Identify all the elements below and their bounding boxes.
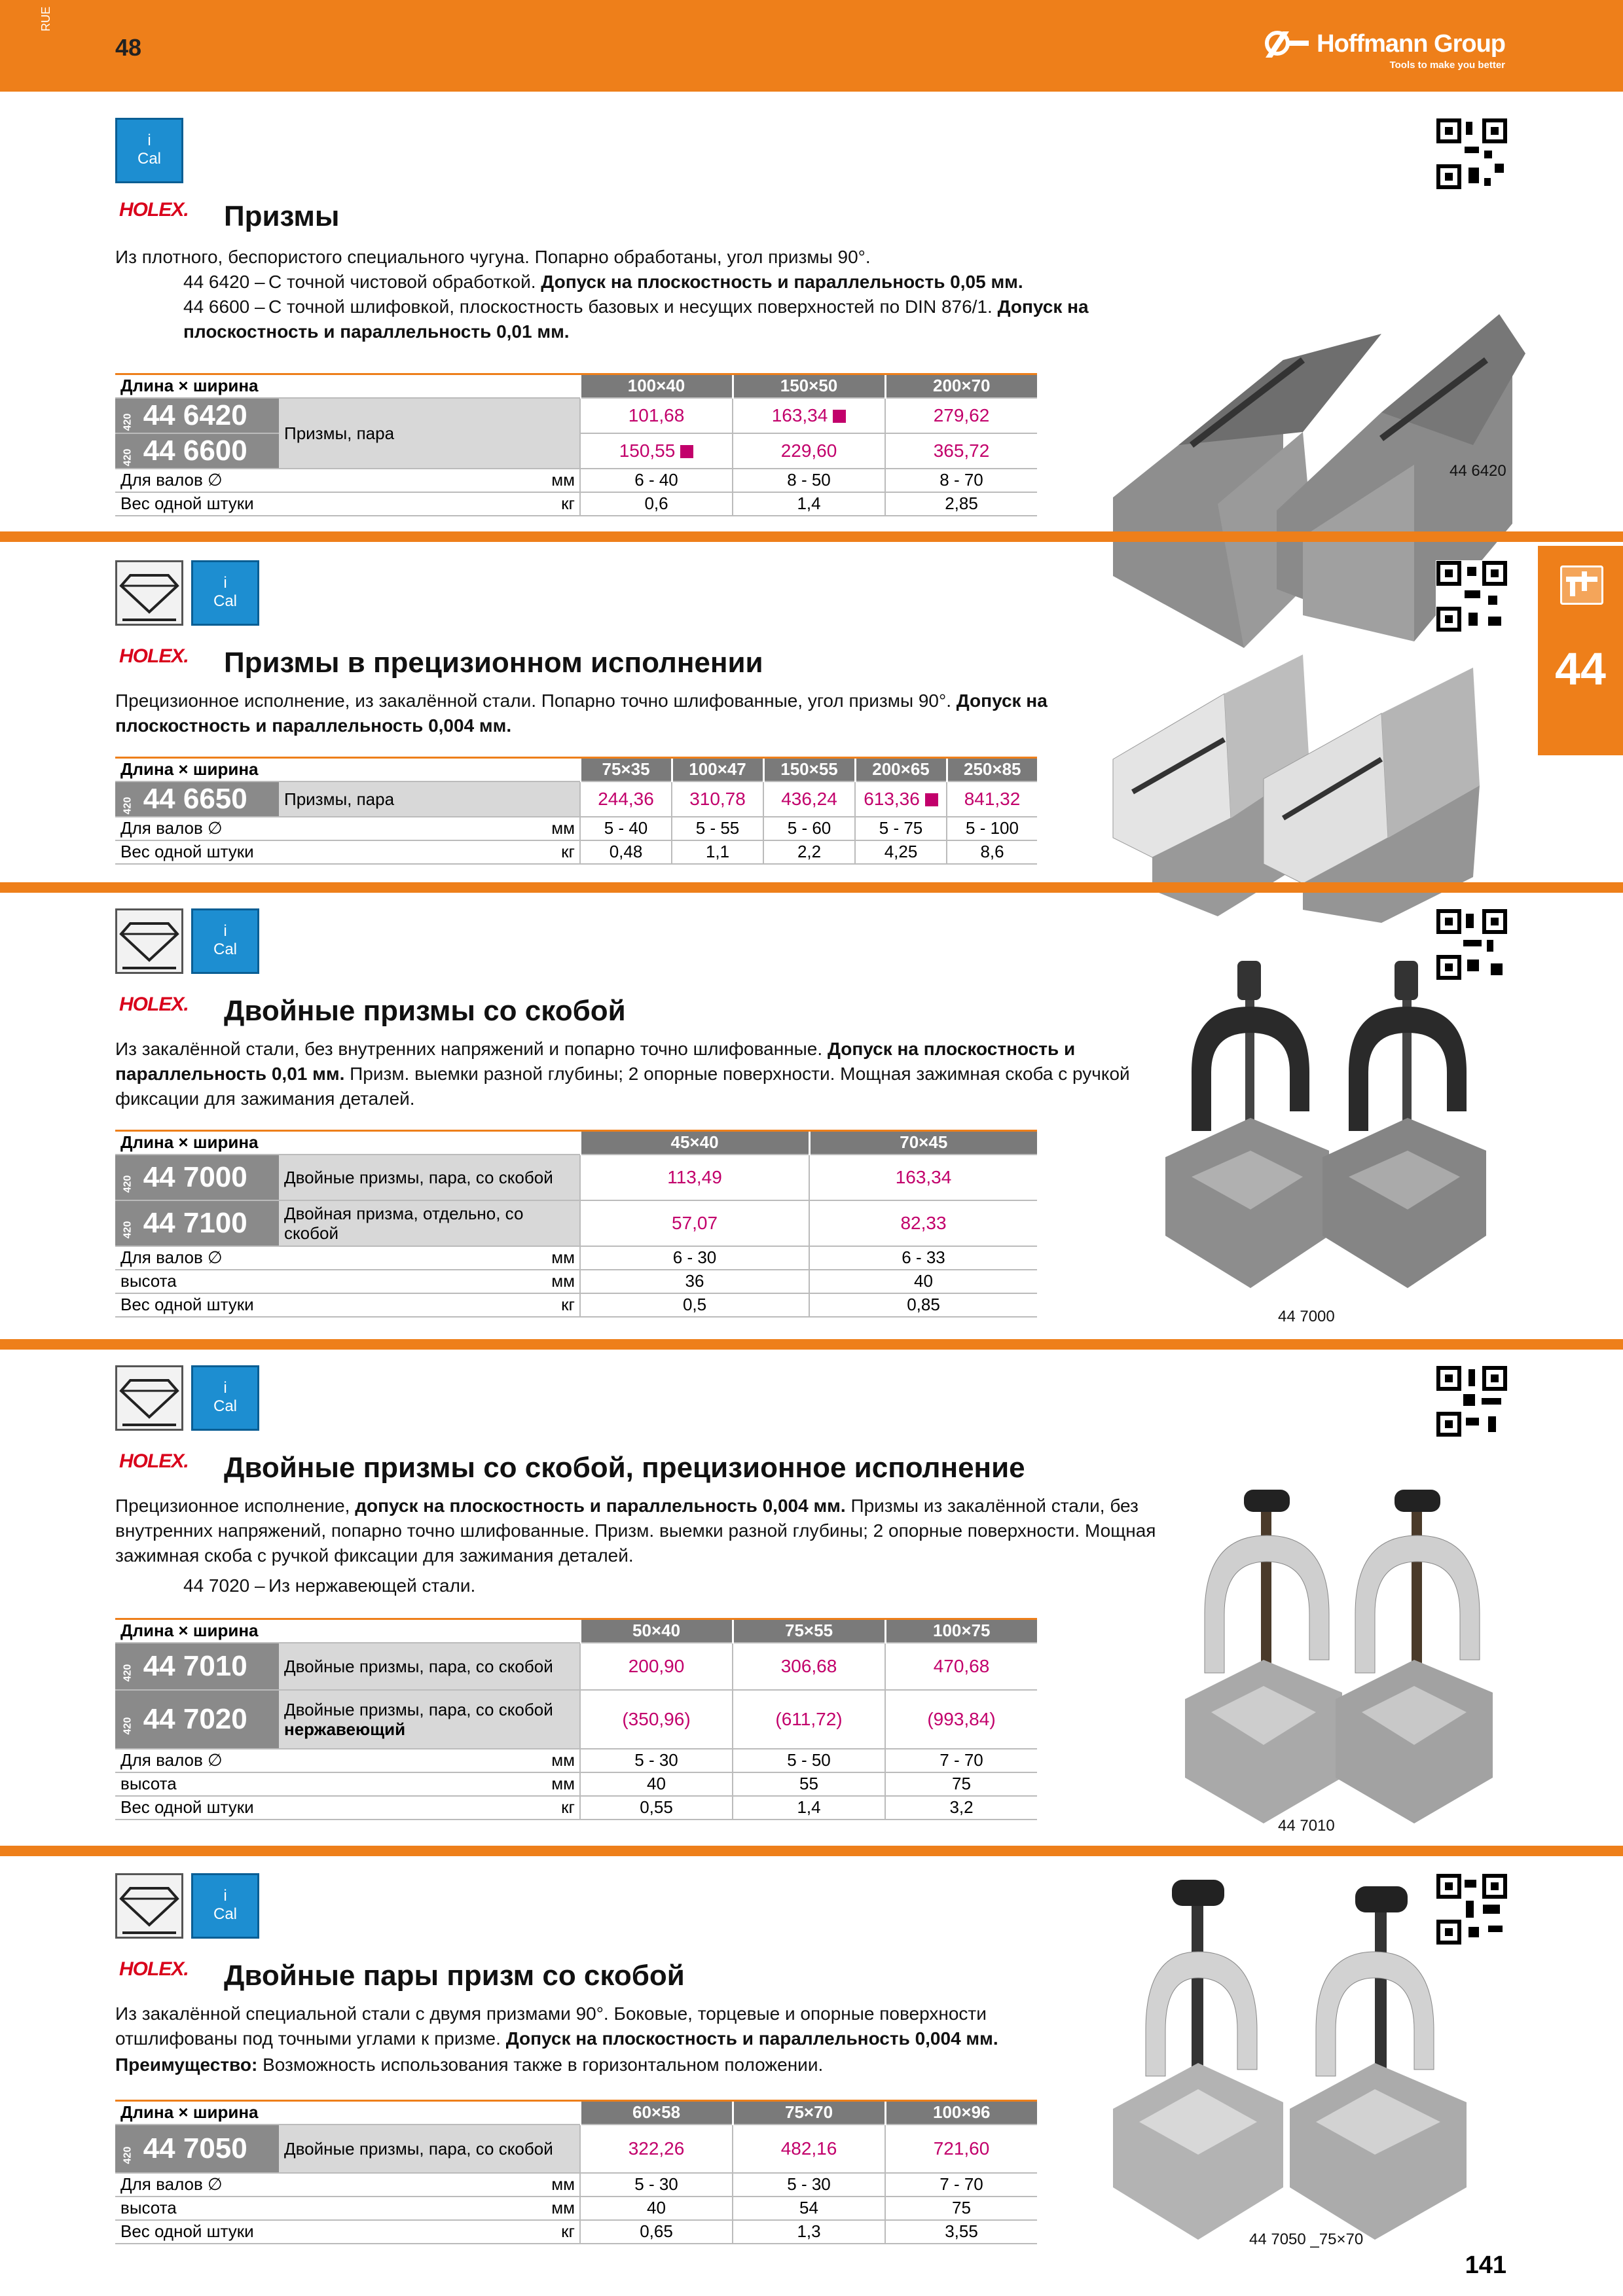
photo-caption: 44 7000: [1278, 1308, 1335, 1325]
price: (611,72): [733, 1690, 885, 1749]
price: 310,78: [672, 781, 763, 817]
product-photo-precision-prisms: [1106, 641, 1512, 923]
new-marker: [680, 445, 693, 458]
holex-logo: HOLEX.: [119, 199, 189, 221]
calibration-icon[interactable]: i Cal: [191, 560, 259, 626]
price: 436,24: [763, 781, 855, 817]
brand-tagline: Tools to make you better: [1389, 60, 1505, 71]
advantage-note: Преимущество: Возможность использования также в горизонтальном положении.: [115, 2054, 824, 2075]
price: 841,32: [947, 781, 1037, 817]
variant-note: 44 7020 – Из нержавеющей стали.: [183, 1575, 476, 1596]
section-description: Из закалённой специальной стали с двумя призмами 90°. Боковые, торцевые и опорные поверхности отшлифованы под точными углами к призме. Допуск на плоскостность и параллельность 0,004 мм.: [115, 2003, 998, 2049]
article-number[interactable]: 420 44 6650: [115, 781, 279, 817]
new-marker: [925, 793, 938, 806]
qr-code-icon[interactable]: [1436, 118, 1508, 190]
price: 244,36: [580, 781, 672, 817]
spec-table: Длина × ширина 75×35 100×47 150×55 200×65 250×85 420 44 6650 Призмы, пара 244,36 310,78 436,24 613,36 841,32 Для валов ∅ мм 5 - 40 5 - 55 5 - 60 5 - 75 5 - 100 Вес одной штуки кг 0,48 1,1 2,2 4,25 8,6: [115, 757, 1037, 865]
new-marker: [833, 410, 846, 423]
article-number[interactable]: 420 44 7100: [115, 1200, 279, 1246]
product-photo-double-prism-pairs: [1100, 1873, 1493, 2246]
icon-row: [115, 1365, 259, 1431]
price: 322,26: [580, 2125, 733, 2173]
price: 613,36: [855, 781, 947, 817]
price: 82,33: [809, 1200, 1037, 1246]
article-number[interactable]: 420 44 6420: [115, 398, 279, 433]
section-title: Двойные пары призм со скобой: [224, 1960, 685, 1992]
section-description: Прецизионное исполнение, из закалённой стали. Попарно точно шлифованные, угол призмы 90°. Допуск на плоскостность и параллельность 0,004 мм.: [115, 691, 1048, 736]
variant-note: 44 6600 – С точной шлифовкой, плоскостность базовых и несущих поверхностей по DIN 876/1. Допуск на плоскостность и параллельность 0,01 мм.: [183, 296, 1089, 342]
section-title: Призмы в прецизионном исполнении: [224, 647, 763, 679]
price: 279,62: [885, 398, 1037, 433]
section-title: Двойные призмы со скобой, прецизионное исполнение: [224, 1452, 1025, 1484]
price: 163,34: [733, 398, 885, 433]
spec-table: Длина × ширина 60×58 75×70 100×96 420 44 7050 Двойные призмы, пара, со скобой 322,26 482,16 721,60 Для валов ∅ мм 5 - 30 5 - 30 7 - 70 высота мм 40 54 75 Вес одной штуки кг 0,65 1,3 3,55: [115, 2100, 1037, 2244]
spec-table: Длина × ширина 50×40 75×55 100×75 420 44 7010 Двойные призмы, пара, со скобой 200,90 306,68 470,68 420 44 7020 Двойные призмы, пара, со скобой нержавеющий (350,96) (611,72) (993,84) Для валов ∅ мм 5 - 30 5 - 50 7 - 70 высота мм 40 55 75 Вес одной штуки кг 0,55 1,4 3,2: [115, 1618, 1037, 1820]
photo-caption: 44 7010: [1278, 1817, 1335, 1835]
price: (350,96): [580, 1690, 733, 1749]
price: 200,90: [580, 1643, 733, 1690]
article-number[interactable]: 420 44 7020: [115, 1690, 279, 1749]
price: 101,68: [580, 398, 733, 433]
price: 365,72: [885, 433, 1037, 469]
calibration-icon[interactable]: i Cal: [191, 1873, 259, 1939]
product-photo-double-prisms-precision: [1178, 1490, 1532, 1830]
caliper-icon: [1560, 565, 1603, 605]
footer-page-number: 141: [1465, 2251, 1506, 2279]
section-description: Из закалённой стали, без внутренних напряжений и попарно точно шлифованные. Допуск на плоскостность и параллельность 0,01 мм. Призм. выемки разной глубины; 2 опорные поверхности. Мощная зажимная скоба с ручкой фиксации для зажимания деталей.: [115, 1039, 1130, 1109]
diamond-precision-icon: [115, 560, 183, 626]
side-label: RUE: [39, 6, 52, 31]
icon-row: [115, 560, 259, 626]
price: 113,49: [580, 1155, 809, 1200]
calibration-icon[interactable]: i Cal: [191, 1365, 259, 1431]
calibration-icon[interactable]: i Cal: [115, 118, 183, 183]
brand-name: Hoffmann Group: [1317, 30, 1505, 58]
section-divider: [0, 531, 1623, 542]
price: 306,68: [733, 1643, 885, 1690]
photo-caption: 44 6420: [1450, 462, 1506, 480]
section-title: Призмы: [224, 200, 340, 232]
section-divider: [0, 1846, 1623, 1856]
chapter-number: 44: [1555, 643, 1606, 694]
section-description: Из плотного, беспористого специального чугуна. Попарно обработаны, угол призмы 90°.: [115, 247, 871, 267]
section-description: Прецизионное исполнение, допуск на плоскостность и параллельность 0,004 мм. Призмы из закалённой стали, без внутренних напряжений, попарно точно шлифованные. Призм. выемки разной глубины; 2 опорные поверхности. Мощная зажимная скоба с ручкой фиксации для зажимания деталей.: [115, 1496, 1156, 1566]
price: 721,60: [885, 2125, 1037, 2173]
holex-logo: HOLEX.: [119, 994, 189, 1015]
spec-table: Длина × ширина 45×40 70×45 420 44 7000 Двойные призмы, пара, со скобой 113,49 163,34 420 44 7100 Двойная призма, отдельно, со скобой 57,07 82,33 Для валов ∅ мм 6 - 30 6 - 33 высота мм 36 40 Вес одной штуки кг 0,5 0,85: [115, 1130, 1037, 1318]
icon-row: [115, 908, 259, 974]
price: 482,16: [733, 2125, 885, 2173]
page-number: 48: [115, 34, 142, 61]
brand-logo[interactable]: [1317, 30, 1505, 71]
price: 229,60: [733, 433, 885, 469]
icon-row: [115, 118, 183, 183]
spec-table: Длина × ширина 100×40 150×50 200×70 420 44 6420 Призмы, пара 101,68 163,34 279,62 420 44 6600 150,55 229,60 365,72 Для валов ∅ мм 6 - 40 8 - 50 8 - 70 Вес одной штуки кг 0,6 1,4 2,85: [115, 373, 1037, 516]
diamond-precision-icon: [115, 908, 183, 974]
article-number[interactable]: 420 44 7000: [115, 1155, 279, 1200]
article-number[interactable]: 420 44 6600: [115, 433, 279, 469]
article-number[interactable]: 420 44 7010: [115, 1643, 279, 1690]
holex-logo: HOLEX.: [119, 645, 189, 667]
article-number[interactable]: 420 44 7050: [115, 2125, 279, 2173]
holex-logo: HOLEX.: [119, 1450, 189, 1472]
variant-note: 44 6420 – С точной чистовой обработкой. Допуск на плоскостность и параллельность 0,05 мм.: [183, 272, 1023, 292]
icon-row: [115, 1873, 259, 1939]
price: 163,34: [809, 1155, 1037, 1200]
price: 150,55: [580, 433, 733, 469]
holex-logo: HOLEX.: [119, 1958, 189, 1980]
qr-code-icon[interactable]: [1436, 1365, 1508, 1437]
price: 57,07: [580, 1200, 809, 1246]
photo-caption: 44 7050 _75×70: [1249, 2231, 1364, 2248]
header-bar: [0, 0, 1623, 92]
price: 470,68: [885, 1643, 1037, 1690]
diamond-precision-icon: [115, 1365, 183, 1431]
hoffmann-logo-icon: [1263, 27, 1310, 59]
section-divider: [0, 1339, 1623, 1350]
calibration-icon[interactable]: i Cal: [191, 908, 259, 974]
section-divider: [0, 882, 1623, 893]
product-photo-double-prisms: [1152, 961, 1519, 1301]
chapter-tab[interactable]: [1538, 546, 1623, 755]
price: (993,84): [885, 1690, 1037, 1749]
diamond-precision-icon: [115, 1873, 183, 1939]
qr-code-icon[interactable]: [1436, 560, 1508, 632]
section-title: Двойные призмы со скобой: [224, 995, 626, 1027]
